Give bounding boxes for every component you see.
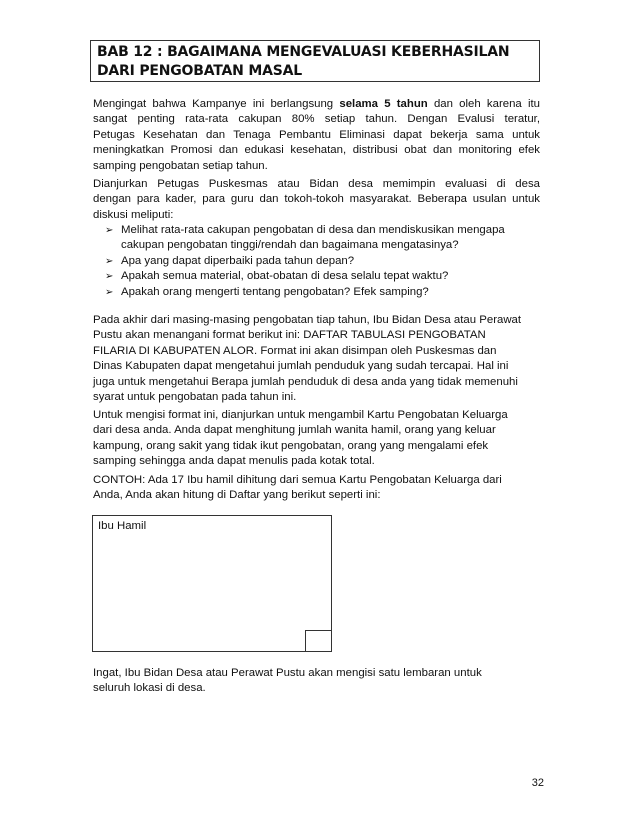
paragraph-campaign xyxy=(93,97,540,174)
arrow-bullet-icon: ➢ xyxy=(105,255,114,267)
text-line: Dinas Kabupaten dapat mengetahui jumlah penduduk yang sudah tercapai. Hal ini xyxy=(93,360,509,373)
paragraph-format xyxy=(93,313,540,405)
text-line: samping sehingga anda dapat menulis pada kotak total. xyxy=(93,455,375,468)
text-line: sangat penting rata-rata cakupan 80% setiap tahun. Dengan Evalusi teratur, xyxy=(93,113,540,126)
arrow-bullet-icon: ➢ xyxy=(105,225,114,236)
list-item: ➢ Apakah semua material, obat-obatan di desa selalu tepat waktu? xyxy=(93,269,540,284)
tally-box-ibu-hamil xyxy=(92,515,332,652)
text-line: meningkatkan Promosi dan edukasi kesehatan, distribusi obat dan monitoring efek xyxy=(93,144,540,157)
discussion-bullet-list xyxy=(93,223,540,300)
arrow-bullet-icon: ➢ xyxy=(105,271,114,283)
text-line: Untuk mengisi format ini, dianjurkan untuk mengambil Kartu Pengobatan Keluarga xyxy=(93,409,508,421)
chapter-title-box xyxy=(90,40,540,82)
text-line: Pustu akan menangani format berikut ini: DAFTAR TABULASI PENGOBATAN xyxy=(93,329,486,342)
paragraph-example xyxy=(93,473,540,504)
text-line: Mengingat bahwa Kampanye ini berlangsung selama 5 tahun dan oleh karena itu xyxy=(93,98,540,110)
text-line: diskusi meliputi: xyxy=(93,208,174,221)
text-line: seluruh lokasi di desa. xyxy=(93,682,206,695)
chapter-title-line-1: BAB 12 : BAGAIMANA MENGEVALUASI KEBERHASILAN xyxy=(97,44,510,60)
text-line: juga untuk mengetahui Berapa jumlah penduduk di desa anda yang tidak memenuhi xyxy=(93,375,518,388)
paragraph-evaluation xyxy=(93,177,540,223)
text-line: kampung, orang sakit yang tidak ikut pengobatan, orang yang mengalami efek xyxy=(93,439,489,452)
page-number: 32 xyxy=(531,777,544,789)
list-item-continuation: cakupan pengobatan tinggi/rendah dan bagaimana mengatasinya? xyxy=(121,239,459,252)
chapter-title-line-2: DARI PENGOBATAN MASAL xyxy=(97,63,302,79)
paragraph-reminder xyxy=(93,666,540,697)
text-line: Anda, Anda akan hitung di Daftar yang berikut seperti ini: xyxy=(93,489,381,502)
list-item: ➢ Melihat rata-rata cakupan pengobatan di desa dan mendiskusikan mengapa xyxy=(93,223,540,238)
text-line: samping pengobatan setiap tahun. xyxy=(93,159,268,172)
text-line: CONTOH: Ada 17 Ibu hamil dihitung dari semua Kartu Pengobatan Keluarga dari xyxy=(93,474,502,486)
text-line: Petugas Kesehatan dan Tenaga Pembantu Eliminasi dapat bekerja sama untuk xyxy=(93,128,540,141)
text-line: FILARIA DI KABUPATEN ALOR. Format ini akan disimpan oleh Puskesmas dan xyxy=(93,344,497,357)
text-line: Pada akhir dari masing-masing pengobatan tiap tahun, Ibu Bidan Desa atau Perawat xyxy=(93,314,522,326)
paragraph-instructions xyxy=(93,408,540,470)
list-item: ➢ Apakah orang mengerti tentang pengobatan? Efek samping? xyxy=(93,285,540,300)
text-line: Ingat, Ibu Bidan Desa atau Perawat Pustu akan mengisi satu lembaran untuk xyxy=(93,667,482,679)
arrow-bullet-icon: ➢ xyxy=(105,286,114,298)
text-line: dengan para kader, para guru dan tokoh-tokoh masyarakat. Beberapa usulan untuk xyxy=(93,193,540,206)
text-line: syarat untuk pengobatan pada tahun ini. xyxy=(93,391,297,404)
list-item: ➢ Apa yang dapat diperbaiki pada tahun depan? xyxy=(93,254,540,269)
text-line: dari desa anda. Anda dapat menghitung jumlah wanita hamil, orang yang keluar xyxy=(93,424,496,437)
total-square xyxy=(305,630,332,652)
tally-box-label: Ibu Hamil xyxy=(98,520,147,532)
text-line: Dianjurkan Petugas Puskesmas atau Bidan desa memimpin evaluasi di desa xyxy=(93,178,540,190)
